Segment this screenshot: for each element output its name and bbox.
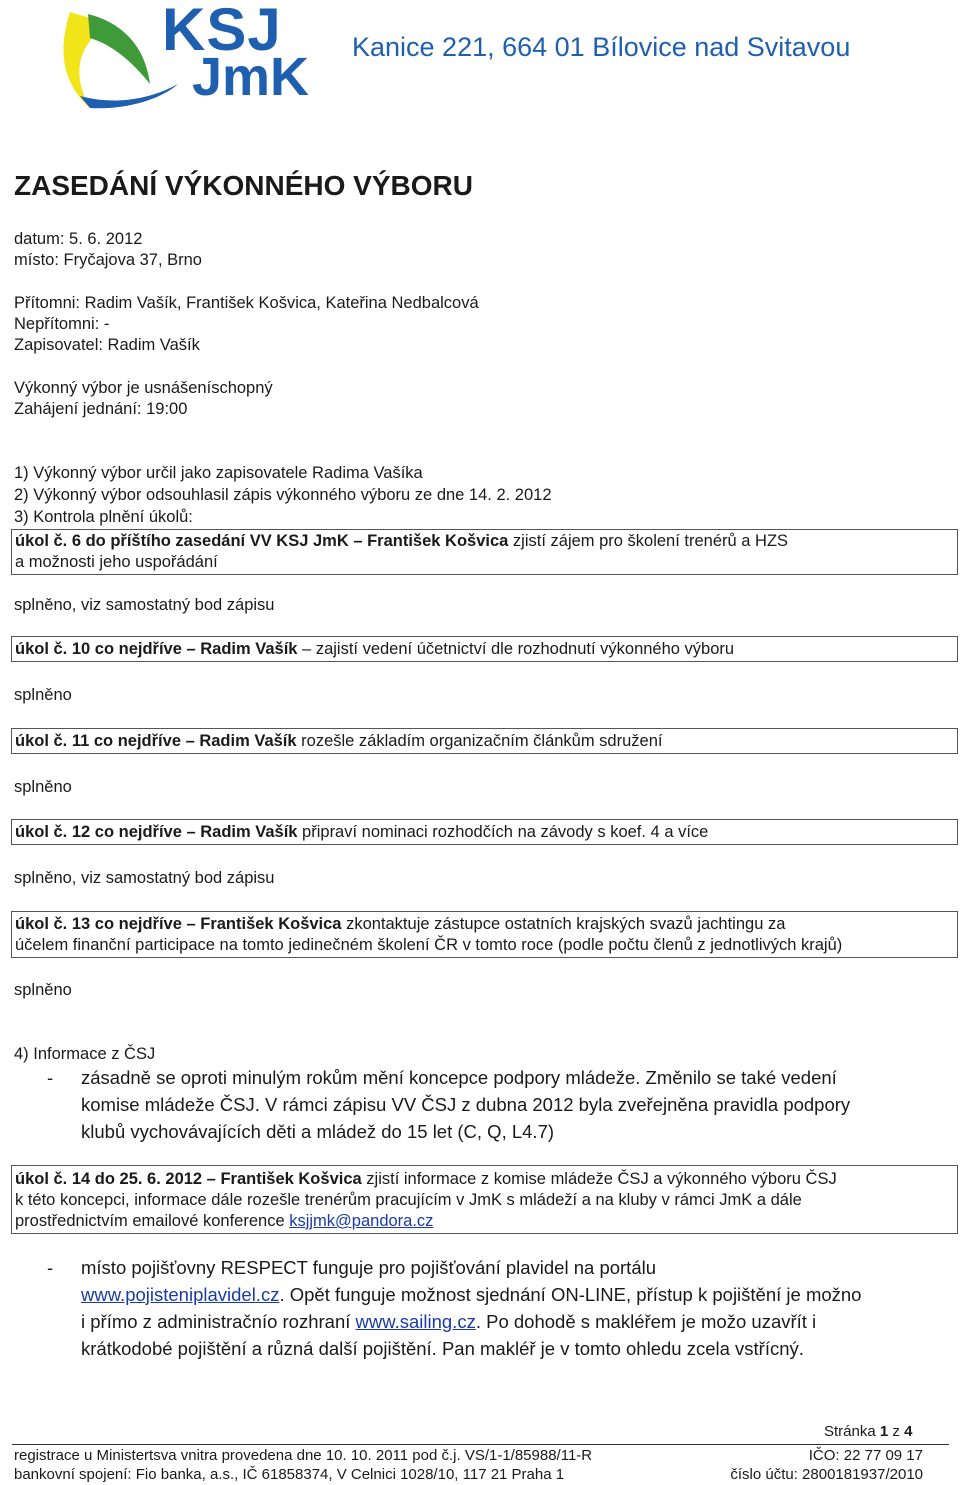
task-box	[11, 1165, 958, 1234]
insurance-portal-link[interactable]: www.pojisteniplavidel.cz	[81, 1284, 280, 1305]
task-line	[12, 1169, 957, 1190]
page-title: ZASEDÁNÍ VÝKONNÉHO VÝBORU	[14, 170, 473, 201]
bullet-text-line	[81, 1308, 816, 1336]
meta-quorum: Výkonný výbor je usnášeníschopný	[14, 379, 273, 397]
bullet-text-line: krátkodobé pojištění a různá další pojištění. Pan makléř je v tomto ohledu zcela vstřícný.	[81, 1338, 804, 1359]
task-heading: úkol č. 14 do 25. 6. 2012 – František Košvica	[15, 1170, 362, 1188]
logo-text-ksj: KSJ	[162, 0, 282, 63]
task-box	[11, 529, 958, 575]
task-status: splněno	[14, 778, 72, 796]
bullet-text-line: klubů vychovávajících děti a mládež do 15 let (C, Q, L4.7)	[81, 1121, 555, 1142]
meta-place: místo: Fryčajova 37, Brno	[14, 251, 202, 269]
sailing-link[interactable]: www.sailing.cz	[355, 1311, 476, 1332]
task-line	[12, 731, 957, 752]
bullet-text: i přímo z administračnío rozhraní	[81, 1311, 356, 1332]
task-heading: úkol č. 12 co nejdříve – Radim Vašík	[15, 823, 298, 841]
task-text: připraví nominaci rozhodčích na závody s koef. 4 a více	[297, 823, 709, 841]
bullet-text-line: zásadně se oproti minulým rokům mění koncepce podpory mládeže. Změnilo se také vedení	[81, 1067, 837, 1088]
footer-ico: IČO: 22 77 09 17	[808, 1447, 923, 1464]
bullet-text-line: komise mládeže ČSJ. V rámci zápisu VV ČSJ z dubna 2012 byla zveřejněna pravidla podpory	[81, 1094, 851, 1115]
footer-divider	[12, 1444, 949, 1445]
meta-present: Přítomni: Radim Vašík, František Košvica, Kateřina Nedbalcová	[14, 294, 479, 312]
footer-registration: registrace u Ministertsva vnitra provedena dne 10. 10. 2011 pod č.j. VS/1-1/85988/11-R	[14, 1447, 593, 1464]
meta-date: datum: 5. 6. 2012	[14, 230, 143, 248]
task-status: splněno	[14, 981, 72, 999]
bullet-dash: -	[47, 1257, 54, 1278]
task-status: splněno, viz samostatný bod zápisu	[14, 869, 275, 887]
task-box	[11, 728, 958, 754]
task-heading: úkol č. 11 co nejdříve – Radim Vašík	[15, 732, 297, 750]
task-text-line2: účelem finanční participace na tomto jedinečném školení ČR v tomto roce (podle počtu členů z jednotlivých krajů)	[15, 936, 843, 954]
task-text: prostřednictvím emailové konference	[15, 1212, 290, 1230]
page-number: Stránka 1 z 4	[824, 1423, 913, 1440]
task-text: zkontaktuje zástupce ostatních krajských svazů jachtingu za	[341, 915, 786, 933]
task-heading: úkol č. 10 co nejdříve – Radim Vašík	[15, 640, 298, 658]
footer-bank: bankovní spojení: Fio banka, a.s., IČ 61858374, V Celnici 1028/10, 117 21 Praha 1	[14, 1466, 565, 1483]
page-total: 4	[904, 1423, 913, 1440]
bullet-text-line: místo pojišťovny RESPECT funguje pro pojišťování plavidel na portálu	[81, 1257, 657, 1278]
task-heading: úkol č. 13 co nejdříve – František Košvica	[15, 915, 342, 933]
bullet-dash: -	[47, 1067, 54, 1088]
section-heading: 4) Informace z ČSJ	[14, 1045, 156, 1063]
header-address: Kanice 221, 664 01 Bílovice nad Svitavou	[352, 32, 851, 62]
agenda-item-3: 3) Kontrola plnění úkolů:	[14, 508, 193, 526]
task-text-line2: k této koncepci, informace dále rozešle trenérům pracujícím v JmK s mládeží a na kluby v rámci JmK a dále	[15, 1191, 802, 1209]
agenda-item-2: 2) Výkonný výbor odsouhlasil zápis výkonného výboru ze dne 14. 2. 2012	[14, 486, 552, 504]
task-box	[11, 819, 958, 845]
task-line	[12, 639, 957, 660]
task-text: rozešle základím organizačním článkům sdružení	[296, 732, 663, 750]
task-status: splněno	[14, 686, 72, 704]
logo	[50, 0, 340, 112]
meta-absent: Nepřítomni: -	[14, 315, 110, 333]
meta-start: Zahájení jednání: 19:00	[14, 400, 188, 418]
logo-text-jmk: JmK	[192, 47, 310, 107]
task-text: – zajistí vedení účetnictví dle rozhodnutí výkonného výboru	[297, 640, 735, 658]
task-line	[12, 531, 957, 552]
page-current: 1	[879, 1423, 889, 1440]
footer-account: číslo účtu: 2800181937/2010	[730, 1466, 923, 1483]
task-status: splněno, viz samostatný bod zápisu	[14, 596, 275, 614]
email-link[interactable]: ksjjmk@pandora.cz	[289, 1212, 434, 1230]
task-text: zjistí informace z komise mládeže ČSJ a výkonného výboru ČSJ	[361, 1170, 837, 1188]
task-heading: úkol č. 6 do příštího zasedání VV KSJ JmK – František Košvica	[15, 532, 509, 550]
bullet-text: . Opět funguje možnost sjednání ON-LINE, přístup k pojištění je možno	[279, 1284, 862, 1305]
task-box	[11, 911, 958, 958]
task-text: zjistí zájem pro školení trenérů a HZS	[508, 532, 789, 550]
task-line	[12, 822, 957, 843]
agenda-item-1: 1) Výkonný výbor určil jako zapisovatele Radima Vašíka	[14, 464, 423, 482]
task-text-line3	[12, 1211, 957, 1232]
task-box	[11, 636, 958, 662]
meta-recorder: Zapisovatel: Radim Vašík	[14, 336, 200, 354]
bullet-text-line	[81, 1281, 861, 1309]
task-text-line2: a možnosti jeho uspořádání	[15, 553, 218, 571]
task-line	[12, 914, 957, 935]
bullet-text: . Po dohodě s makléřem je možo uzavřít i	[475, 1311, 817, 1332]
